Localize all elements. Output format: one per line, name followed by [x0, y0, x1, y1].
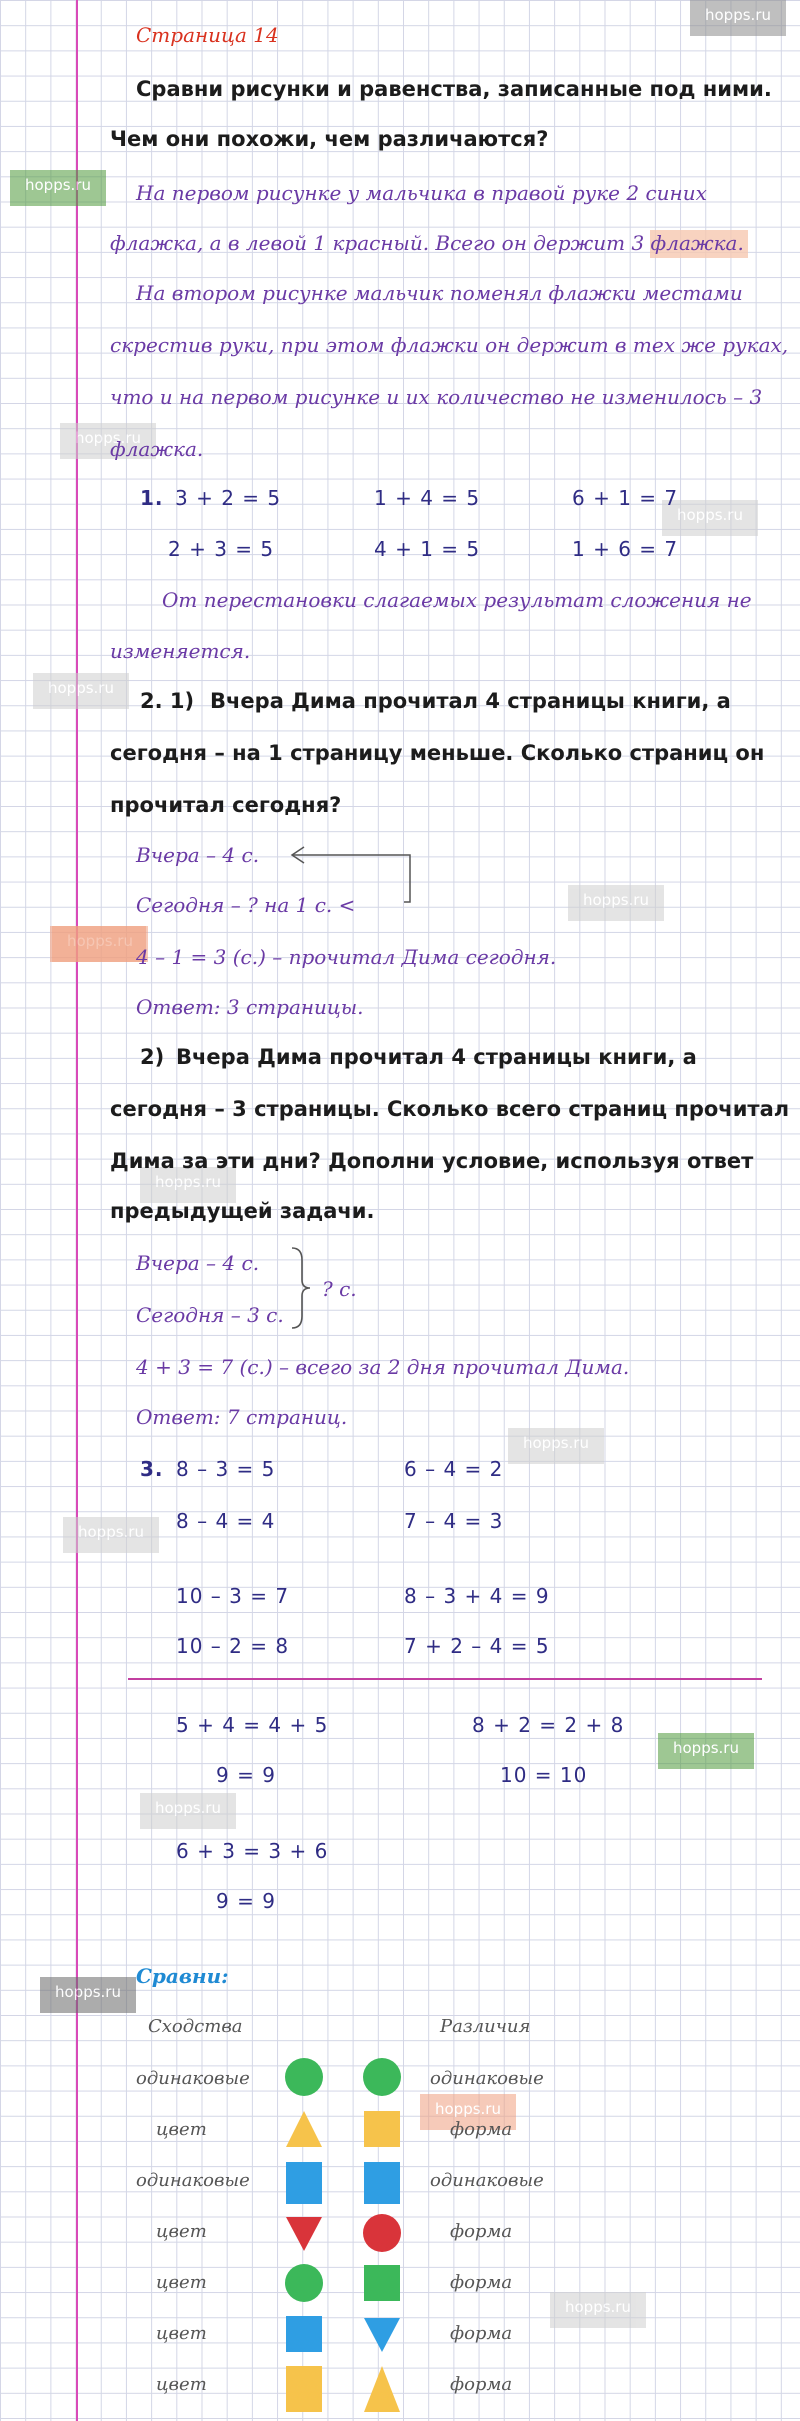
- compare-left-label: цвет: [156, 2272, 207, 2293]
- yellow-triangle-icon: [284, 2109, 324, 2149]
- task-text: прочитал сегодня?: [110, 793, 342, 817]
- watermark-logo: hopps.ru: [420, 2094, 516, 2130]
- answer-line: На втором рисунке мальчик поменял флажки местами: [136, 281, 743, 305]
- green-square-icon: [362, 2263, 402, 2303]
- compare-title: Сравни:: [136, 1964, 229, 1988]
- task-question: Чем они похожи, чем различаются?: [110, 127, 549, 151]
- answer: Ответ: 3 страницы.: [136, 995, 364, 1019]
- short-note: Вчера – 4 с.: [136, 843, 260, 867]
- page-margin-line: [76, 0, 78, 2421]
- equation: 10 – 2 = 8: [176, 1634, 290, 1658]
- compare-left-label: цвет: [156, 2119, 207, 2140]
- task-header: Сравни рисунки и равенства, записанные под ними.: [136, 77, 772, 101]
- arrow-bracket-icon: [282, 842, 412, 912]
- short-note: Сегодня – ? на 1 с. <: [136, 893, 356, 917]
- equation: 8 – 4 = 4: [176, 1509, 276, 1533]
- brace-icon: [290, 1246, 314, 1330]
- blue-square-icon: [362, 2160, 402, 2206]
- red-triangle-icon: [284, 2213, 324, 2253]
- compare-left-label: цвет: [156, 2374, 207, 2395]
- short-note: Сегодня – 3 с.: [136, 1303, 284, 1327]
- equation: 3 + 2 = 5: [175, 486, 282, 510]
- yellow-square-icon: [284, 2364, 324, 2414]
- watermark-logo: hopps.ru: [550, 2292, 646, 2328]
- solution: 4 – 1 = 3 (с.) – прочитал Дима сегодня.: [136, 945, 557, 969]
- equation: 10 = 10: [500, 1763, 588, 1787]
- answer-line: что и на первом рисунке и их количество не изменилось – 3: [110, 385, 763, 409]
- compare-left-label: цвет: [156, 2221, 207, 2242]
- watermark-logo: hopps.ru: [40, 1977, 136, 2013]
- exercise-1-label: 1.: [140, 486, 164, 510]
- task-text: сегодня – на 1 страницу меньше. Сколько страниц он: [110, 741, 765, 765]
- watermark-logo: hopps.ru: [690, 0, 786, 36]
- red-circle-icon: [362, 2213, 402, 2253]
- watermark-logo: hopps.ru: [60, 423, 156, 459]
- watermark-logo: hopps.ru: [140, 1793, 236, 1829]
- column-header-differences: Различия: [440, 2016, 531, 2037]
- answer-line: На первом рисунке у мальчика в правой руке 2 синих: [136, 181, 707, 205]
- task-text: Дима за эти дни? Дополни условие, используя ответ: [110, 1149, 754, 1173]
- compare-right-label: форма: [450, 2221, 513, 2242]
- equation: 1 + 6 = 7: [572, 537, 679, 561]
- task-text: сегодня – 3 страницы. Сколько всего страниц прочитал: [110, 1097, 790, 1121]
- compare-left-label: цвет: [156, 2323, 207, 2344]
- task-text: Вчера Дима прочитал 4 страницы книги, а: [210, 689, 731, 713]
- answer-line: флажка.: [110, 437, 204, 461]
- conclusion-line: От перестановки слагаемых результат сложения не: [162, 588, 752, 612]
- green-circle-icon: [362, 2057, 402, 2097]
- blue-triangle-icon: [362, 2314, 402, 2354]
- equation: 7 + 2 – 4 = 5: [404, 1634, 550, 1658]
- equation: 9 = 9: [216, 1763, 276, 1787]
- watermark-logo: hopps.ru: [33, 673, 129, 709]
- green-circle-icon: [284, 2263, 324, 2303]
- watermark-logo: hopps.ru: [568, 885, 664, 921]
- equation: 8 – 3 = 5: [176, 1457, 276, 1481]
- watermark-logo: hopps.ru: [662, 500, 758, 536]
- task-text: Вчера Дима прочитал 4 страницы книги, а: [176, 1045, 697, 1069]
- watermark-logo: hopps.ru: [140, 1167, 236, 1203]
- section-divider: [128, 1678, 762, 1680]
- answer-line: флажка, а в левой 1 красный. Всего он держит 3 флажка.: [110, 231, 744, 255]
- yellow-triangle-icon: [362, 2364, 402, 2414]
- exercise-2-2-label: 2): [140, 1045, 165, 1069]
- equation: 6 + 3 = 3 + 6: [176, 1839, 329, 1863]
- exercise-3-label: 3.: [140, 1457, 164, 1481]
- watermark-logo: hopps.ru: [658, 1733, 754, 1769]
- equation: 8 + 2 = 2 + 8: [472, 1713, 625, 1737]
- equation: 4 + 1 = 5: [374, 537, 481, 561]
- page-title: Страница 14: [136, 23, 279, 47]
- short-note: Вчера – 4 с.: [136, 1251, 260, 1275]
- exercise-2-1-label: 2. 1): [140, 689, 195, 713]
- watermark-logo: hopps.ru: [508, 1428, 604, 1464]
- compare-left-label: одинаковые: [136, 2170, 250, 2191]
- compare-right-label: форма: [450, 2272, 513, 2293]
- compare-left-label: одинаковые: [136, 2068, 250, 2089]
- equation: 9 = 9: [216, 1889, 276, 1913]
- column-header-similarities: Сходства: [148, 2016, 243, 2037]
- word-highlight: [50, 926, 146, 962]
- brace-question: ? с.: [322, 1277, 357, 1301]
- compare-right-label: форма: [450, 2323, 513, 2344]
- conclusion-line: изменяется.: [110, 639, 251, 663]
- green-circle-icon: [284, 2057, 324, 2097]
- equation: 10 – 3 = 7: [176, 1584, 290, 1608]
- equation: 7 – 4 = 3: [404, 1509, 504, 1533]
- equation: 1 + 4 = 5: [374, 486, 481, 510]
- compare-right-label: форма: [450, 2119, 513, 2140]
- equation: 2 + 3 = 5: [168, 537, 275, 561]
- blue-square-icon: [284, 2160, 324, 2206]
- answer-line: скрестив руки, при этом флажки он держит в тех же руках,: [110, 333, 789, 357]
- equation: 5 + 4 = 4 + 5: [176, 1713, 329, 1737]
- equation: 8 – 3 + 4 = 9: [404, 1584, 550, 1608]
- equation: 6 – 4 = 2: [404, 1457, 504, 1481]
- blue-square-icon: [284, 2314, 324, 2354]
- task-text: предыдущей задачи.: [110, 1199, 375, 1223]
- equation: 6 + 1 = 7: [572, 486, 679, 510]
- compare-right-label: одинаковые: [430, 2170, 544, 2191]
- watermark-logo: hopps.ru: [10, 170, 106, 206]
- yellow-square-icon: [362, 2109, 402, 2149]
- answer: Ответ: 7 страниц.: [136, 1405, 348, 1429]
- compare-right-label: одинаковые: [430, 2068, 544, 2089]
- solution: 4 + 3 = 7 (с.) – всего за 2 дня прочитал Дима.: [136, 1355, 630, 1379]
- watermark-logo: hopps.ru: [63, 1517, 159, 1553]
- compare-right-label: форма: [450, 2374, 513, 2395]
